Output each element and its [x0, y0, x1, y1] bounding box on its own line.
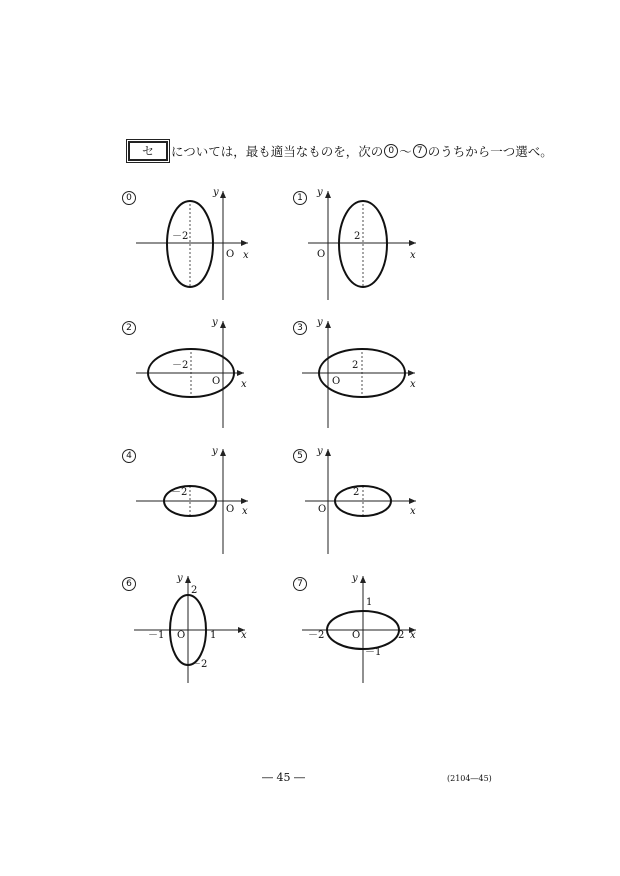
- choice-7[interactable]: [290, 573, 430, 698]
- origin-label: O: [226, 504, 235, 515]
- x-axis-arrow: [241, 240, 248, 246]
- last-choice-marker: 7: [413, 144, 427, 158]
- tick-label: －2: [172, 231, 189, 242]
- origin-label: O: [318, 504, 327, 515]
- choice-0[interactable]: [118, 188, 258, 313]
- choice-number: 2: [122, 321, 136, 335]
- tick-label: －2: [171, 487, 188, 498]
- x-axis-arrow: [409, 498, 416, 504]
- y-axis-arrow: [325, 321, 331, 328]
- tick-label-left: －2: [308, 630, 325, 641]
- instruction-line: [128, 140, 553, 162]
- y-axis-label: y: [213, 187, 219, 198]
- origin-label: O: [212, 376, 221, 387]
- graph-1: [290, 188, 430, 313]
- graph-3: [290, 318, 430, 443]
- choice-number: 0: [122, 191, 136, 205]
- tick-label: 2: [353, 487, 360, 498]
- origin-label: O: [226, 249, 235, 260]
- origin-label: O: [352, 630, 361, 641]
- choice-number: 7: [293, 577, 307, 591]
- instruction-tilde: ～: [399, 144, 412, 159]
- graph-4: [118, 446, 258, 571]
- x-axis-arrow: [241, 498, 248, 504]
- y-axis-label: y: [352, 573, 358, 584]
- origin-label: O: [317, 249, 326, 260]
- choice-6[interactable]: [118, 573, 258, 698]
- y-axis-arrow: [360, 576, 366, 583]
- y-axis-arrow: [325, 191, 331, 198]
- y-axis-label: y: [317, 317, 323, 328]
- tick-label: －2: [172, 360, 189, 371]
- choice-number: 5: [293, 449, 307, 463]
- y-axis-arrow: [185, 576, 191, 583]
- y-axis-arrow: [220, 449, 226, 456]
- choice-number: 4: [122, 449, 136, 463]
- y-axis-arrow: [220, 321, 226, 328]
- x-axis-label: x: [410, 250, 416, 261]
- tick-label-bottom: －2: [191, 659, 208, 670]
- tick-label: 2: [352, 360, 359, 371]
- y-axis-label: y: [212, 317, 218, 328]
- choice-4[interactable]: [118, 446, 258, 571]
- tick-label-bottom: －1: [365, 647, 382, 658]
- tick-label-top: 1: [366, 597, 373, 608]
- instruction-text-before: については，最も適当なものを，次の: [171, 144, 384, 159]
- tick-label-right: 1: [210, 630, 217, 641]
- page-code: (2104―45): [447, 774, 492, 783]
- y-axis-label: y: [317, 446, 323, 457]
- choice-number: 6: [122, 577, 136, 591]
- graph-6: [118, 573, 258, 698]
- page-number: ― 45 ―: [262, 771, 305, 784]
- x-axis-label: x: [410, 379, 416, 390]
- tick-label: 2: [354, 231, 361, 242]
- choice-3[interactable]: [290, 318, 430, 443]
- x-axis-label: x: [242, 506, 248, 517]
- tick-label-top: 2: [191, 585, 198, 596]
- origin-label: O: [177, 630, 186, 641]
- choice-1[interactable]: [290, 188, 430, 313]
- x-axis-label: x: [241, 630, 247, 641]
- choice-number: 3: [293, 321, 307, 335]
- choice-number: 1: [293, 191, 307, 205]
- tick-label-right: 2: [398, 630, 405, 641]
- x-axis-label: x: [241, 379, 247, 390]
- tick-label-left: －1: [148, 630, 165, 641]
- x-axis-label: x: [410, 506, 416, 517]
- first-choice-marker: 0: [384, 144, 398, 158]
- x-axis-arrow: [409, 240, 416, 246]
- y-axis-label: y: [317, 187, 323, 198]
- origin-label: O: [332, 376, 341, 387]
- graph-2: [118, 318, 258, 443]
- choice-5[interactable]: [290, 446, 430, 571]
- x-axis-arrow: [237, 370, 244, 376]
- y-axis-label: y: [177, 573, 183, 584]
- y-axis-arrow: [220, 191, 226, 198]
- instruction-text-after: のうちから一つ選べ。: [427, 144, 553, 159]
- y-axis-label: y: [212, 446, 218, 457]
- graph-5: [290, 446, 430, 571]
- x-axis-label: x: [410, 630, 416, 641]
- x-axis-label: x: [243, 250, 249, 261]
- y-axis-arrow: [325, 449, 331, 456]
- choice-2[interactable]: [118, 318, 258, 443]
- graph-0: [118, 188, 258, 313]
- x-axis-arrow: [408, 370, 415, 376]
- answer-box: セ: [128, 141, 168, 161]
